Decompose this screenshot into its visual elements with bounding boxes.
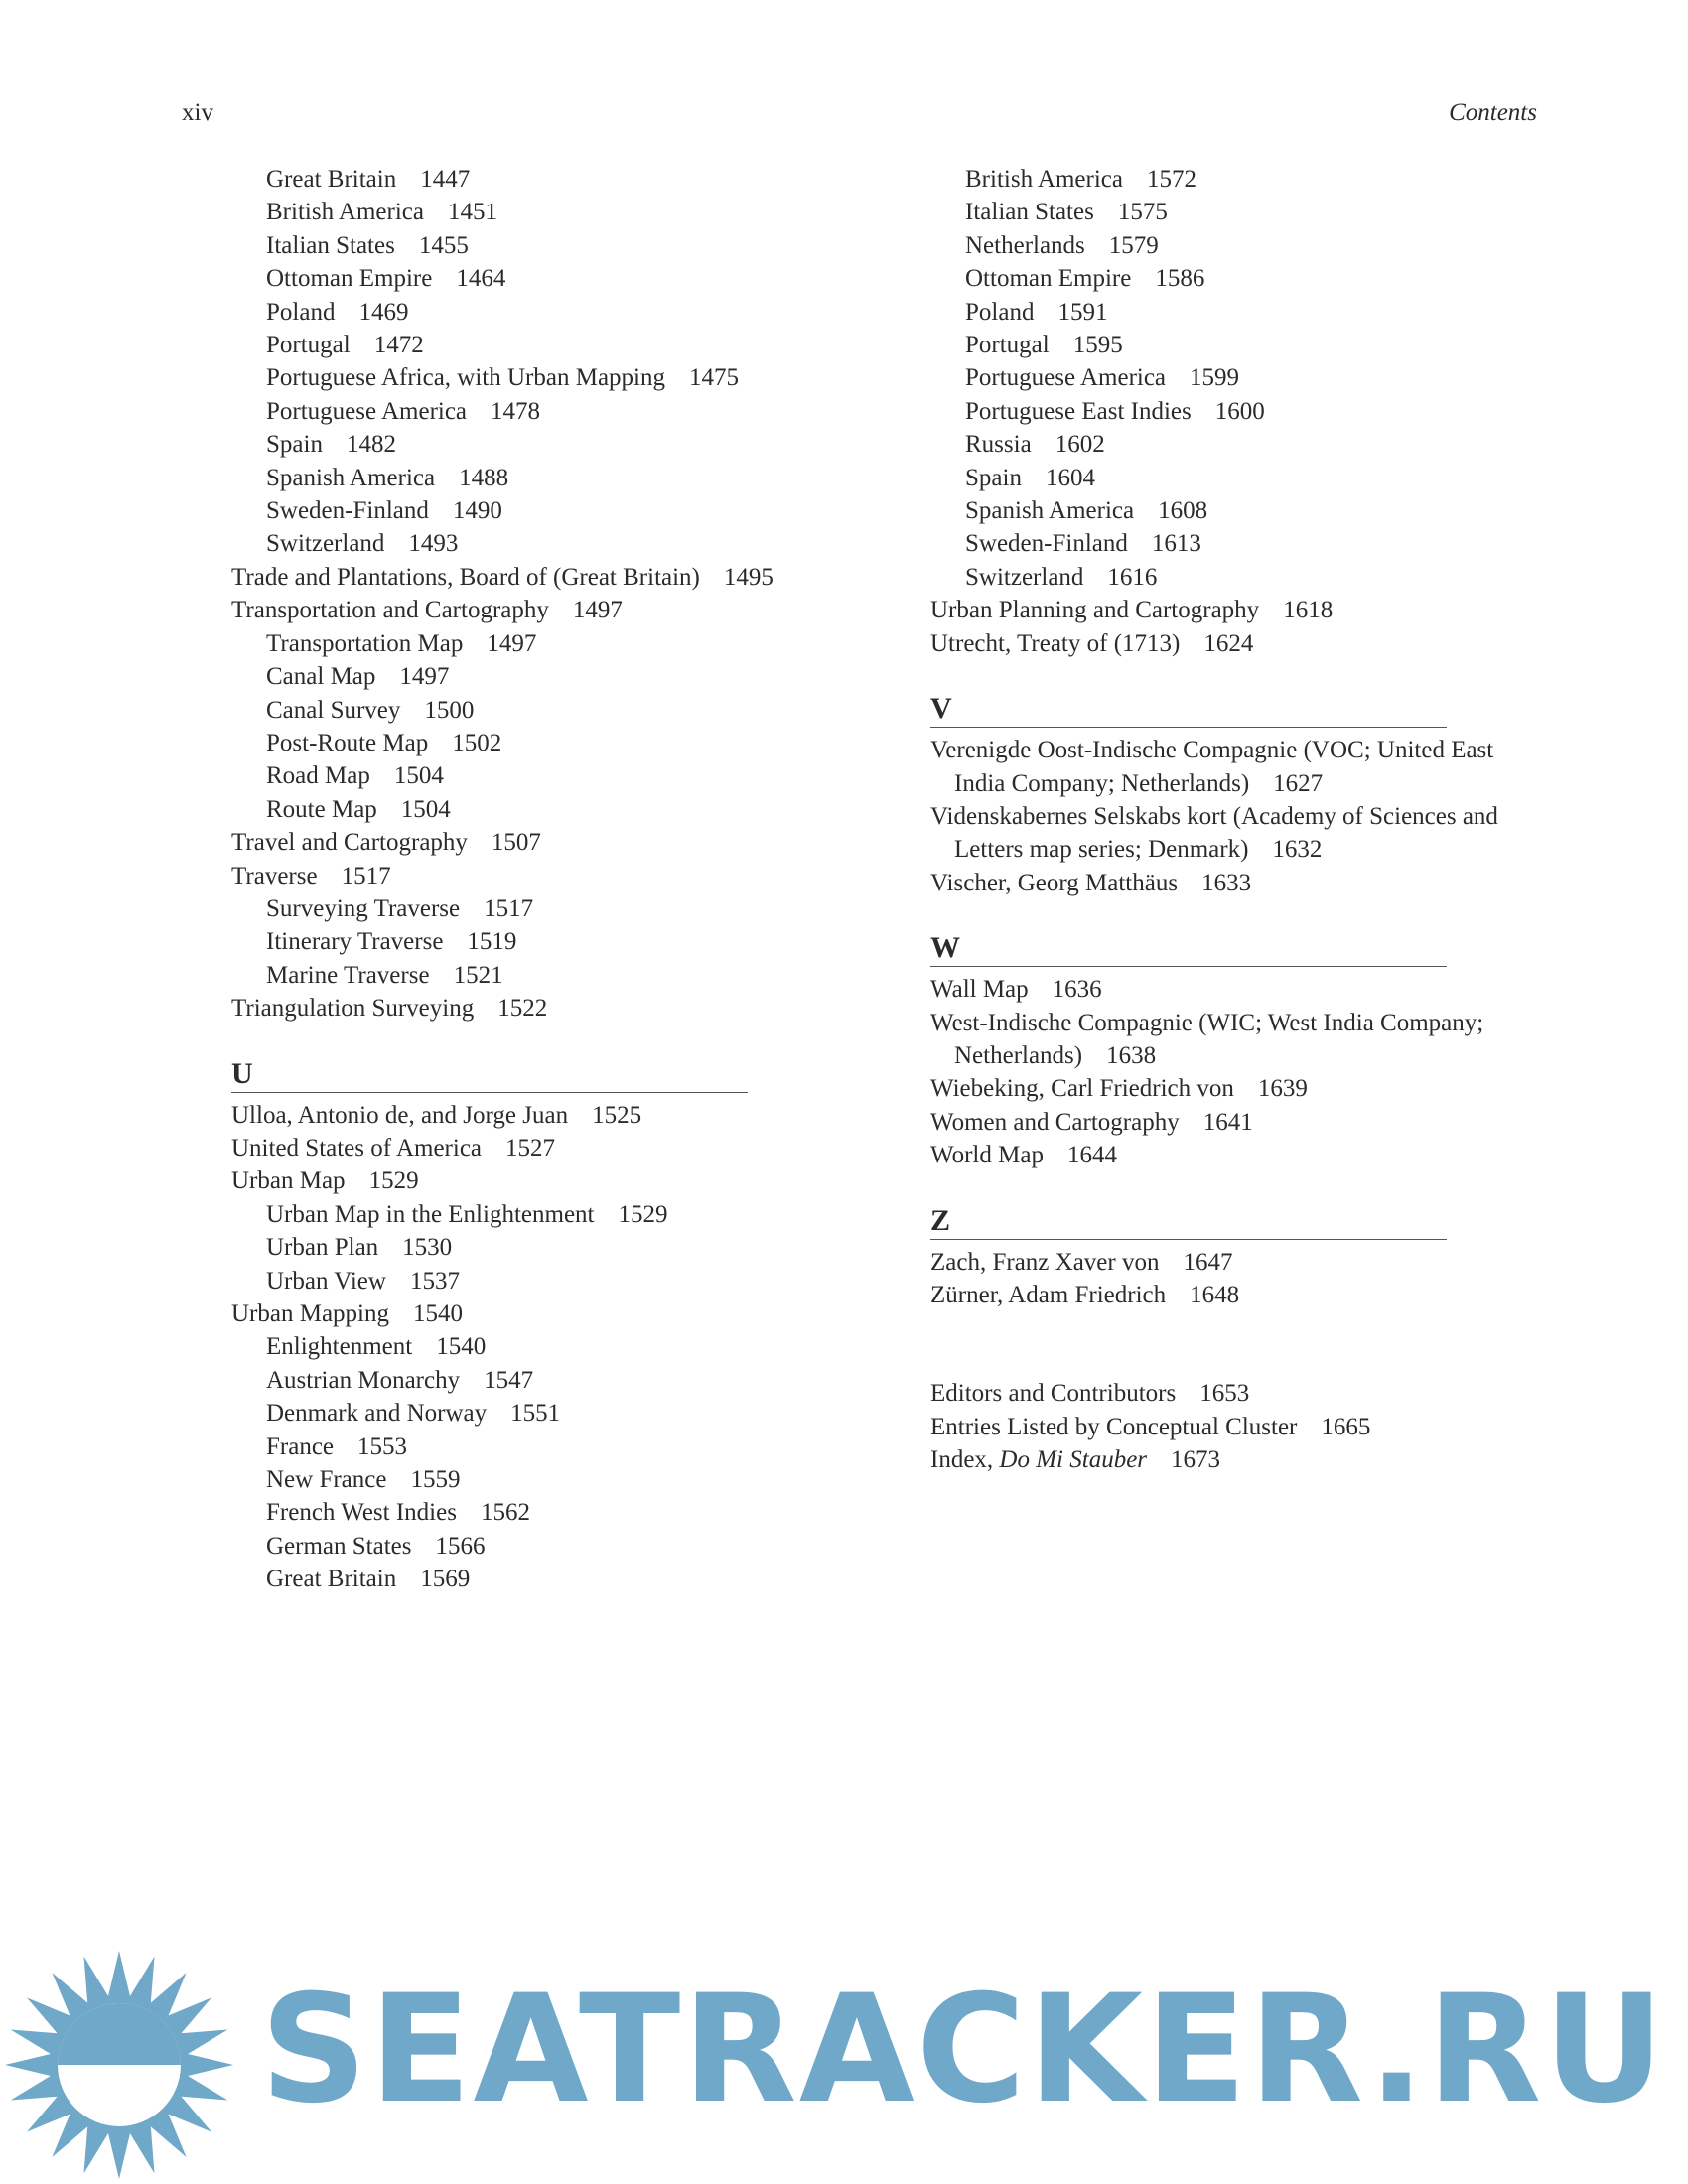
toc-entry-title: Travel and Cartography bbox=[231, 829, 468, 857]
toc-entry[interactable] bbox=[930, 627, 1546, 660]
toc-entry-title: Poland bbox=[965, 298, 1035, 326]
toc-page-number: 1497 bbox=[572, 597, 623, 624]
toc-page-number: 1599 bbox=[1190, 364, 1240, 392]
toc-page-number: 1488 bbox=[459, 464, 509, 491]
section-letter-heading: U bbox=[231, 1057, 748, 1093]
watermark-text: SEATRACKER.RU bbox=[260, 1964, 1667, 2136]
toc-subentry[interactable] bbox=[231, 1563, 787, 1595]
toc-entry-title: Marine Traverse bbox=[266, 961, 430, 989]
toc-subentry[interactable] bbox=[231, 527, 787, 560]
toc-page-number: 1547 bbox=[484, 1366, 534, 1394]
toc-entry-title: Spanish America bbox=[266, 464, 436, 491]
toc-entry[interactable] bbox=[930, 1246, 1546, 1279]
toc-page-number: 1569 bbox=[420, 1566, 471, 1593]
toc-subentry[interactable] bbox=[231, 1496, 787, 1529]
toc-entry-title: German States bbox=[266, 1532, 412, 1560]
toc-subentry[interactable] bbox=[231, 793, 787, 826]
toc-page-number: 1478 bbox=[491, 397, 541, 425]
toc-entry-title: Switzerland bbox=[965, 563, 1084, 591]
toc-page-number: 1624 bbox=[1203, 629, 1254, 657]
toc-page-number: 1665 bbox=[1321, 1413, 1371, 1440]
toc-entry[interactable] bbox=[930, 1411, 1546, 1443]
toc-subentry[interactable] bbox=[231, 296, 787, 329]
toc-entry-title: Portuguese East Indies bbox=[965, 397, 1192, 425]
toc-subentry[interactable] bbox=[231, 229, 787, 262]
toc-page-number: 1559 bbox=[410, 1466, 461, 1494]
toc-entry[interactable] bbox=[930, 1007, 1546, 1073]
toc-page-number: 1673 bbox=[1171, 1446, 1221, 1474]
toc-page-number: 1638 bbox=[1106, 1041, 1157, 1069]
toc-page-number: 1525 bbox=[592, 1101, 642, 1129]
toc-page-number: 1600 bbox=[1214, 397, 1265, 425]
toc-entry-title: Vischer, Georg Matthäus bbox=[930, 869, 1179, 896]
toc-entry[interactable] bbox=[930, 973, 1546, 1006]
toc-subentry[interactable] bbox=[231, 262, 787, 295]
toc-entry-title: Poland bbox=[266, 298, 336, 326]
toc-subentry[interactable] bbox=[231, 1530, 787, 1563]
toc-entry-title: Index, bbox=[930, 1446, 1000, 1474]
toc-entry-title: Denmark and Norway bbox=[266, 1400, 488, 1428]
toc-page-number: 1579 bbox=[1108, 231, 1159, 259]
toc-entry-title: Trade and Plantations, Board of (Great Britain) bbox=[231, 563, 700, 591]
toc-entry-title: Utrecht, Treaty of (1713) bbox=[930, 629, 1181, 657]
toc-entry-title: Italian States bbox=[266, 231, 395, 259]
toc-subentry[interactable] bbox=[231, 627, 787, 660]
toc-entry-title: Portuguese Africa, with Urban Mapping bbox=[266, 364, 666, 392]
toc-subentry[interactable] bbox=[930, 163, 1546, 196]
toc-entry-title: Portuguese America bbox=[965, 364, 1167, 392]
toc-page-number: 1482 bbox=[346, 431, 396, 459]
toc-page-number: 1639 bbox=[1257, 1075, 1308, 1103]
toc-subentry[interactable] bbox=[231, 196, 787, 228]
toc-entry-title: New France bbox=[266, 1466, 387, 1494]
toc-page-number: 1529 bbox=[618, 1200, 668, 1228]
toc-subentry[interactable] bbox=[930, 428, 1546, 461]
toc-entry-title: Sweden-Finland bbox=[965, 530, 1128, 558]
toc-entry-title: Urban View bbox=[266, 1267, 386, 1295]
toc-entry-title: Itinerary Traverse bbox=[266, 928, 444, 956]
toc-entry-title: West-Indische Compagnie (WIC; West India Company; Netherlands) bbox=[930, 1009, 1484, 1069]
toc-entry[interactable] bbox=[930, 1443, 1546, 1476]
toc-page-number: 1497 bbox=[399, 663, 450, 691]
toc-subentry[interactable] bbox=[231, 959, 787, 992]
toc-entry[interactable] bbox=[231, 1297, 787, 1330]
toc-subentry[interactable] bbox=[930, 196, 1546, 228]
toc-subentry[interactable] bbox=[231, 329, 787, 361]
toc-page-number: 1504 bbox=[400, 795, 451, 823]
toc-subentry[interactable] bbox=[930, 296, 1546, 329]
toc-subentry[interactable] bbox=[231, 1463, 787, 1496]
toc-entry-title: Surveying Traverse bbox=[266, 894, 461, 922]
toc-subentry[interactable] bbox=[231, 494, 787, 527]
toc-page-number: 1464 bbox=[456, 265, 506, 293]
section-letter-heading: Z bbox=[930, 1204, 1447, 1240]
toc-entry[interactable] bbox=[231, 992, 787, 1024]
toc-page-number: 1604 bbox=[1045, 464, 1095, 491]
toc-entry-title: Portugal bbox=[965, 332, 1050, 359]
toc-entry-title: Enlightenment bbox=[266, 1333, 413, 1361]
toc-page-number: 1507 bbox=[491, 829, 541, 857]
toc-entry-title: Italian States bbox=[965, 199, 1094, 226]
toc-entry-title: Portuguese America bbox=[266, 397, 468, 425]
toc-page-number: 1613 bbox=[1151, 530, 1201, 558]
toc-page-number: 1636 bbox=[1052, 976, 1102, 1004]
toc-page-number: 1653 bbox=[1199, 1380, 1250, 1408]
toc-entry-title: Netherlands bbox=[965, 231, 1085, 259]
toc-page-number: 1627 bbox=[1273, 769, 1324, 797]
toc-entry-title: Zach, Franz Xaver von bbox=[930, 1248, 1160, 1276]
toc-page-number: 1633 bbox=[1201, 869, 1252, 896]
toc-entry-title: Route Map bbox=[266, 795, 377, 823]
toc-page-number: 1562 bbox=[480, 1499, 530, 1527]
toc-entry-title: Women and Cartography bbox=[930, 1108, 1180, 1136]
toc-entry-title: Switzerland bbox=[266, 530, 385, 558]
toc-entry-title: Russia bbox=[965, 431, 1032, 459]
toc-page-number: 1644 bbox=[1066, 1142, 1117, 1169]
toc-entry-title: Transportation and Cartography bbox=[231, 597, 549, 624]
toc-subentry[interactable] bbox=[930, 561, 1546, 594]
toc-entry[interactable] bbox=[930, 594, 1546, 626]
toc-page-number: 1553 bbox=[357, 1433, 408, 1460]
toc-page-number: 1472 bbox=[373, 332, 424, 359]
toc-page-number: 1521 bbox=[453, 961, 503, 989]
toc-page-number: 1500 bbox=[424, 696, 475, 724]
toc-entry[interactable] bbox=[231, 826, 787, 859]
section-letter-heading: V bbox=[930, 692, 1447, 728]
toc-subentry[interactable] bbox=[231, 1397, 787, 1430]
running-head: Contents bbox=[1449, 99, 1537, 126]
section-spacer bbox=[930, 1311, 1546, 1377]
toc-entry-title: World Map bbox=[930, 1142, 1044, 1169]
toc-entry-title: Verenigde Oost-Indische Compagnie (VOC; United East India Company; Netherlands) bbox=[930, 737, 1494, 797]
toc-page-number: 1469 bbox=[358, 298, 409, 326]
toc-subentry[interactable] bbox=[231, 759, 787, 792]
toc-entry-title: Austrian Monarchy bbox=[266, 1366, 461, 1394]
toc-entry-title: Triangulation Surveying bbox=[231, 995, 475, 1023]
toc-entry-title: Canal Map bbox=[266, 663, 376, 691]
toc-subentry[interactable] bbox=[930, 462, 1546, 494]
toc-page-number: 1586 bbox=[1155, 265, 1205, 293]
toc-subentry[interactable] bbox=[231, 1198, 787, 1231]
toc-subentry[interactable] bbox=[930, 262, 1546, 295]
toc-subentry[interactable] bbox=[930, 361, 1546, 394]
toc-subentry[interactable] bbox=[231, 1431, 787, 1463]
toc-subentry[interactable] bbox=[231, 428, 787, 461]
toc-subentry[interactable] bbox=[930, 395, 1546, 428]
toc-entry-title: Entries Listed by Conceptual Cluster bbox=[930, 1413, 1298, 1440]
toc-page-number: 1595 bbox=[1072, 332, 1123, 359]
toc-entry[interactable] bbox=[231, 1099, 787, 1132]
toc-subentry[interactable] bbox=[231, 1364, 787, 1397]
toc-subentry[interactable] bbox=[231, 395, 787, 428]
toc-subentry[interactable] bbox=[231, 892, 787, 925]
toc-page-number: 1529 bbox=[368, 1167, 419, 1195]
toc-page-number: 1648 bbox=[1190, 1281, 1240, 1308]
toc-entry-title: Spanish America bbox=[965, 497, 1135, 525]
toc-entry-title: French West Indies bbox=[266, 1499, 457, 1527]
toc-entry[interactable] bbox=[930, 1106, 1546, 1139]
toc-entry-title: Wiebeking, Carl Friedrich von bbox=[930, 1075, 1234, 1103]
toc-page-number: 1537 bbox=[409, 1267, 460, 1295]
toc-subentry[interactable] bbox=[930, 229, 1546, 262]
toc-entry-title: Wall Map bbox=[930, 976, 1029, 1004]
toc-page-number: 1575 bbox=[1117, 199, 1168, 226]
page-number: xiv bbox=[182, 99, 213, 126]
toc-entry-title: Spain bbox=[266, 431, 323, 459]
toc-entry[interactable] bbox=[930, 1139, 1546, 1171]
toc-entry-title: Ottoman Empire bbox=[965, 265, 1132, 293]
toc-entry-title: Great Britain bbox=[266, 1566, 397, 1593]
toc-page-number: 1455 bbox=[418, 231, 469, 259]
toc-subentry[interactable] bbox=[231, 925, 787, 958]
toc-entry-title: Road Map bbox=[266, 762, 370, 790]
toc-entry-title: France bbox=[266, 1433, 335, 1460]
toc-page-number: 1618 bbox=[1283, 597, 1334, 624]
toc-entry-title: Urban Map bbox=[231, 1167, 346, 1195]
toc-subentry[interactable] bbox=[231, 1330, 787, 1363]
toc-page-number: 1572 bbox=[1147, 166, 1196, 193]
toc-left-column bbox=[231, 163, 787, 1596]
toc-entry[interactable] bbox=[930, 1377, 1546, 1410]
toc-page-number: 1591 bbox=[1057, 298, 1108, 326]
toc-page-number: 1490 bbox=[452, 497, 502, 525]
toc-entry[interactable] bbox=[231, 1164, 787, 1197]
toc-page-number: 1497 bbox=[487, 629, 537, 657]
toc-page-number: 1602 bbox=[1055, 431, 1105, 459]
toc-page-number: 1530 bbox=[402, 1234, 453, 1262]
toc-subentry[interactable] bbox=[930, 527, 1546, 560]
toc-entry[interactable] bbox=[231, 1132, 787, 1164]
toc-entry[interactable] bbox=[930, 867, 1546, 899]
toc-page-number: 1447 bbox=[420, 166, 471, 193]
toc-subentry[interactable] bbox=[231, 163, 787, 196]
toc-page-number: 1495 bbox=[723, 563, 774, 591]
toc-page-number: 1517 bbox=[341, 862, 391, 889]
toc-page-number: 1632 bbox=[1272, 836, 1323, 864]
toc-entry-title: Sweden-Finland bbox=[266, 497, 429, 525]
toc-page-number: 1504 bbox=[393, 762, 444, 790]
toc-entry-title: British America bbox=[266, 199, 424, 226]
toc-right-column bbox=[930, 163, 1546, 1477]
toc-entry-author: Do Mi Stauber bbox=[999, 1446, 1148, 1474]
toc-entry[interactable] bbox=[930, 800, 1546, 867]
toc-subentry[interactable] bbox=[231, 727, 787, 759]
toc-entry-title: Ulloa, Antonio de, and Jorge Juan bbox=[231, 1101, 569, 1129]
toc-entry-title: United States of America bbox=[231, 1134, 483, 1161]
toc-entry-title: British America bbox=[965, 166, 1123, 193]
toc-page-number: 1641 bbox=[1202, 1108, 1253, 1136]
toc-page-number: 1475 bbox=[689, 364, 740, 392]
toc-entry-title: Urban Map in the Enlightenment bbox=[266, 1200, 595, 1228]
toc-entry-title: Portugal bbox=[266, 332, 351, 359]
toc-subentry[interactable] bbox=[231, 1265, 787, 1297]
toc-subentry[interactable] bbox=[930, 329, 1546, 361]
toc-page-number: 1540 bbox=[436, 1333, 487, 1361]
toc-page-number: 1647 bbox=[1183, 1248, 1233, 1276]
toc-entry-title: Post-Route Map bbox=[266, 729, 429, 756]
toc-entry-title: Transportation Map bbox=[266, 629, 464, 657]
toc-entry[interactable] bbox=[930, 734, 1546, 800]
toc-subentry[interactable] bbox=[231, 694, 787, 727]
section-letter-heading: W bbox=[930, 931, 1447, 967]
toc-page-number: 1522 bbox=[497, 995, 548, 1023]
toc-subentry[interactable] bbox=[231, 361, 787, 394]
toc-entry-title: Urban Mapping bbox=[231, 1300, 389, 1327]
toc-page-number: 1502 bbox=[452, 729, 502, 756]
toc-entry-title: Traverse bbox=[231, 862, 318, 889]
toc-entry-title: Zürner, Adam Friedrich bbox=[930, 1281, 1167, 1308]
toc-entry[interactable] bbox=[930, 1072, 1546, 1105]
toc-page-number: 1551 bbox=[510, 1400, 561, 1428]
toc-entry[interactable] bbox=[231, 561, 787, 594]
toc-page-number: 1616 bbox=[1107, 563, 1158, 591]
toc-entry[interactable] bbox=[231, 860, 787, 892]
toc-page-number: 1608 bbox=[1158, 497, 1208, 525]
toc-page-number: 1540 bbox=[413, 1300, 463, 1327]
toc-page-number: 1527 bbox=[505, 1134, 556, 1161]
toc-page-number: 1493 bbox=[408, 530, 459, 558]
toc-subentry[interactable] bbox=[930, 494, 1546, 527]
toc-entry[interactable] bbox=[231, 594, 787, 626]
toc-page-number: 1519 bbox=[467, 928, 517, 956]
toc-subentry[interactable] bbox=[231, 1231, 787, 1264]
toc-subentry[interactable] bbox=[231, 462, 787, 494]
toc-page-number: 1451 bbox=[448, 199, 497, 226]
toc-entry[interactable] bbox=[930, 1279, 1546, 1311]
toc-page-number: 1517 bbox=[484, 894, 534, 922]
toc-entry-title: Videnskabernes Selskabs kort (Academy of Sciences and Letters map series; Denmark) bbox=[930, 802, 1498, 864]
toc-entry-title: Urban Planning and Cartography bbox=[930, 597, 1260, 624]
toc-subentry[interactable] bbox=[231, 660, 787, 693]
toc-page-number: 1566 bbox=[435, 1532, 486, 1560]
toc-entry-title: Urban Plan bbox=[266, 1234, 379, 1262]
toc-entry-title: Great Britain bbox=[266, 166, 397, 193]
toc-entry-title: Editors and Contributors bbox=[930, 1380, 1177, 1408]
toc-entry-title: Ottoman Empire bbox=[266, 265, 433, 293]
toc-entry-title: Spain bbox=[965, 464, 1022, 491]
toc-entry-title: Canal Survey bbox=[266, 696, 401, 724]
